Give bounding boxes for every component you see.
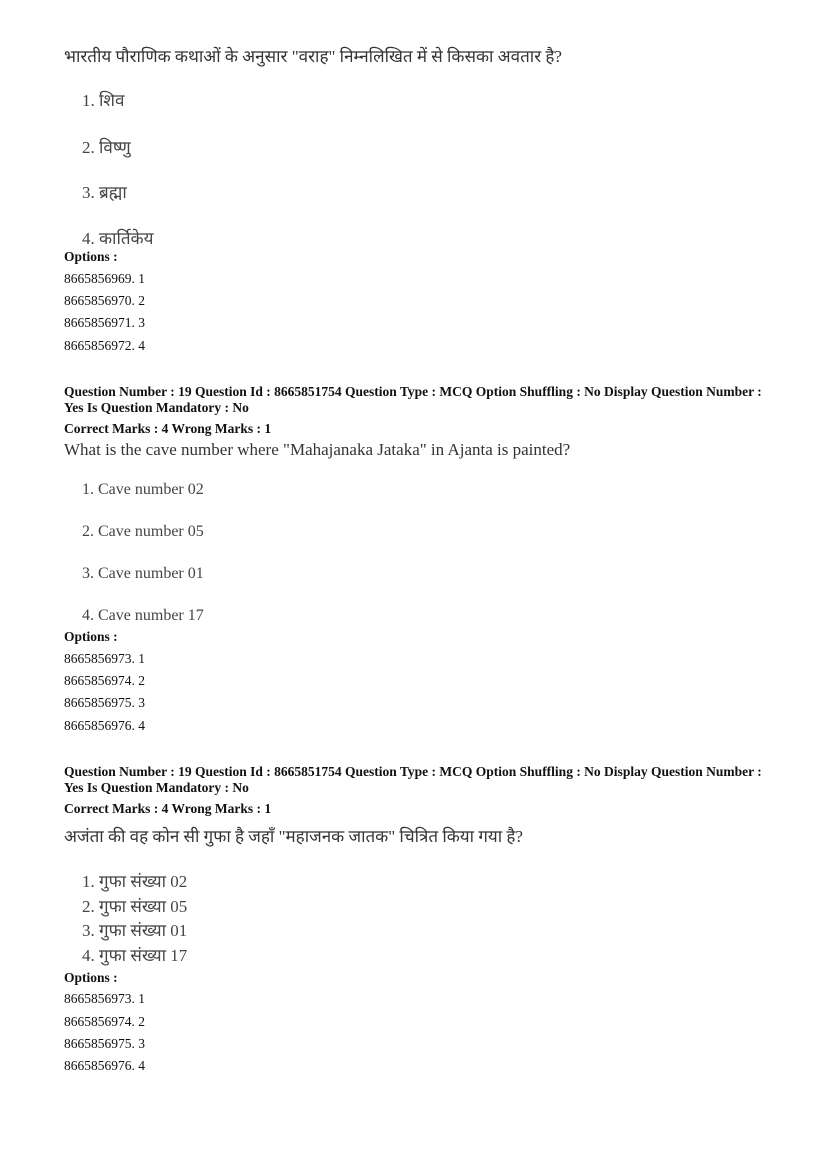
question-text-2: What is the cave number where "Mahajanaka Jataka" in Ajanta is painted? xyxy=(64,440,571,459)
option-row-1-2: 8665856970. 2 xyxy=(64,293,145,308)
option-row-2-1: 8665856973. 1 xyxy=(64,651,145,666)
choice-1-1: 1. शिव xyxy=(82,91,125,110)
question-meta-3: Question Number : 19 Question Id : 8665851754 Question Type : MCQ Option Shuffling : No Display Question Number : Yes Is Question Mandatory : No xyxy=(64,764,762,795)
option-row-2-4: 8665856976. 4 xyxy=(64,718,145,733)
choice-1-2: 2. विष्णु xyxy=(82,138,131,157)
option-row-2-2: 8665856974. 2 xyxy=(64,673,145,688)
choice-2-4: 4. Cave number 17 xyxy=(82,607,204,624)
option-row-3-4: 8665856976. 4 xyxy=(64,1058,145,1073)
choice-3-1: 1. गुफा संख्या 02 xyxy=(82,872,188,891)
question-text-1: भारतीय पौराणिक कथाओं के अनुसार "वराह" निम्नलिखित में से किसका अवतार है? xyxy=(64,47,562,66)
option-row-1-4: 8665856972. 4 xyxy=(64,338,145,353)
choice-1-3: 3. ब्रह्मा xyxy=(82,183,127,202)
options-label-1: Options : xyxy=(64,249,118,264)
choice-2-1: 1. Cave number 02 xyxy=(82,481,204,498)
option-row-3-3: 8665856975. 3 xyxy=(64,1036,145,1051)
choice-3-2: 2. गुफा संख्या 05 xyxy=(82,897,188,916)
marks-3: Correct Marks : 4 Wrong Marks : 1 xyxy=(64,801,272,816)
question-text-3: अजंता की वह कोन सी गुफा है जहाँ "महाजनक जातक" चित्रित किया गया है? xyxy=(64,827,523,846)
options-label-2: Options : xyxy=(64,629,118,644)
option-row-2-3: 8665856975. 3 xyxy=(64,695,145,710)
choice-2-2: 2. Cave number 05 xyxy=(82,523,204,540)
choice-2-3: 3. Cave number 01 xyxy=(82,565,204,582)
question-meta-2: Question Number : 19 Question Id : 8665851754 Question Type : MCQ Option Shuffling : No Display Question Number : Yes Is Question Mandatory : No xyxy=(64,384,762,415)
option-row-1-1: 8665856969. 1 xyxy=(64,271,145,286)
choice-3-3: 3. गुफा संख्या 01 xyxy=(82,921,188,940)
option-row-1-3: 8665856971. 3 xyxy=(64,315,145,330)
option-row-3-1: 8665856973. 1 xyxy=(64,991,145,1006)
options-label-3: Options : xyxy=(64,970,118,985)
choice-3-4: 4. गुफा संख्या 17 xyxy=(82,946,188,965)
option-row-3-2: 8665856974. 2 xyxy=(64,1014,145,1029)
marks-2: Correct Marks : 4 Wrong Marks : 1 xyxy=(64,421,272,436)
choice-1-4: 4. कार्तिकेय xyxy=(82,229,154,248)
